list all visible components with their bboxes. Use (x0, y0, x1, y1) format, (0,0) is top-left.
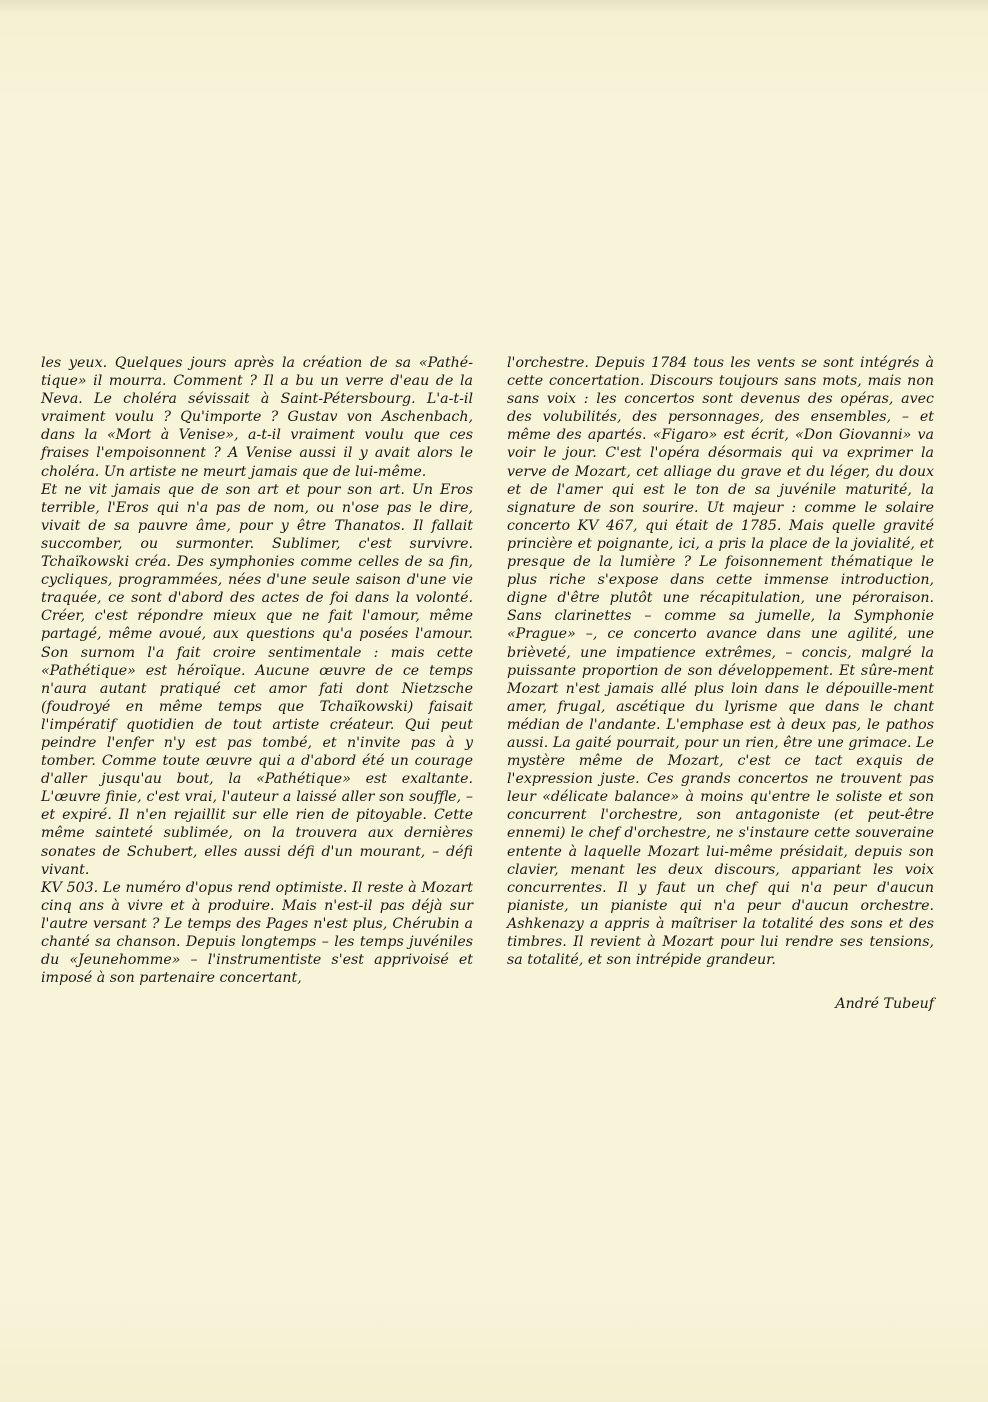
left-text-column (41, 354, 473, 987)
paragraph: l'orchestre. Depuis 1784 tous les vents se sont intégrés à cette concertation. Discours toujours sans mots, mais non sans voix : les concertos sont devenus des opéras, avec des volubilités, des personnages, des ensembles, – et même des apartés. «Figaro» est écrit, «Don Giovanni» va voir le jour. C'est l'opéra désormais qui va exprimer la verve de Mozart, cet alliage du grave et du léger, du doux et de l'amer qui est le ton de sa juvénile maturité, la signature de son sourire. Ut majeur : comme le solaire concerto KV 467, qui était de 1785. Mais quelle gravité princière et poignante, ici, a pris la place de la jovialité, et presque de la lumière ? Le foisonnement thématique le plus riche s'expose dans cette immense introduction, digne d'être plutôt une récapitulation, une péroraison. Sans clarinettes – comme sa jumelle, la Symphonie «Prague» –, ce concerto avance dans une agilité, une brièveté, une impatience extrêmes, – concis, malgré la puissante proportion de son développement. Et sûre-ment Mozart n'est jamais allé plus loin dans le dépouille-ment amer, frugal, ascétique du lyrisme que dans le chant médian de l'andante. L'emphase est à deux pas, le pathos aussi. La gaité pourrait, pour un rien, être une grimace. Le mystère même de Mozart, c'est ce tact exquis de l'expression juste. Ces grands concertos ne trouvent pas leur «délicate balance» à moins qu'entre le soliste et son concurrent l'orchestre, son antagoniste (et peut-être ennemi) le chef d'orchestre, ne s'instaure cette souveraine entente à laquelle Mozart lui-même présidait, depuis son clavier, menant les deux discours, appariant les voix concurrentes. Il y faut un chef qui n'a peur d'aucun pianiste, un pianiste qui n'a peur d'aucun orchestre. Ashkenazy a appris à maîtriser la totalité des sons et des timbres. Il revient à Mozart pour lui rendre ses tensions, sa totalité, et son intrépide grandeur. (507, 355, 934, 969)
page-top-edge (0, 0, 988, 14)
paragraph: les yeux. Quelques jours après la création de sa «Pathé-tique» il mourra. Comment ? Il a bu un verre d'eau de la Neva. Le choléra sévissait à Saint-Pétersbourg. L'a-t-il vraiment voulu ? Qu'importe ? Gustav von Aschenbach, dans la «Mort à Venise», a-t-il vraiment voulu que ces fraises l'empoisonnent ? A Venise aussi il y avait alors le choléra. Un artiste ne meurt jamais que de lui-même. (41, 355, 473, 480)
paragraph: KV 503. Le numéro d'opus rend optimiste. Il reste à Mozart cinq ans à vivre et à produire. Mais n'est-il pas déjà sur l'autre versant ? Le temps des Pages n'est plus, Chérubin a chanté sa chanson. Depuis longtemps – les temps juvéniles du «Jeunehomme» – l'instrumentiste s'est apprivoisé et imposé à son partenaire concertant, (41, 879, 473, 987)
author-signature: André Tubeuf (835, 996, 934, 1012)
right-text-column (507, 354, 934, 969)
paragraph: Et ne vit jamais que de son art et pour son art. Un Eros terrible, l'Eros qui n'a pas de nom, ou n'ose pas le dire, vivait de sa pauvre âme, pour y être Thanatos. Il fallait succomber, ou surmonter. Sublimer, c'est survivre. Tchaïkowski créa. Des symphonies comme celles de sa fin, cycliques, programmées, nées d'une seule saison d'une vie traquée, ce sont d'abord des actes de foi dans la volonté. Créer, c'est répondre mieux que ne fait l'amour, même partagé, même avoué, aux questions qu'a posées l'amour. Son surnom l'a fait croire sentimentale : mais cette «Pathétique» est héroïque. Aucune œuvre de ce temps n'aura autant pratiqué cet amor fati dont Nietzsche (foudroyé en même temps que Tchaïkowski) faisait l'impératif quotidien de tout artiste créateur. Qui peut peindre l'enfer n'y est pas tombé, et n'invite pas à y tomber. Comme toute œuvre qui a d'abord été un courage d'aller jusqu'au bout, la «Pathétique» est exaltante. L'œuvre finie, c'est vrai, l'auteur a laissé aller son souffle, – et expiré. Il n'en rejaillit sur elle rien de pitoyable. Cette même sainteté sublimée, on la trouvera aux dernières sonates de Schubert, elles aussi défi d'un mourant, – défi vivant. (41, 481, 473, 878)
